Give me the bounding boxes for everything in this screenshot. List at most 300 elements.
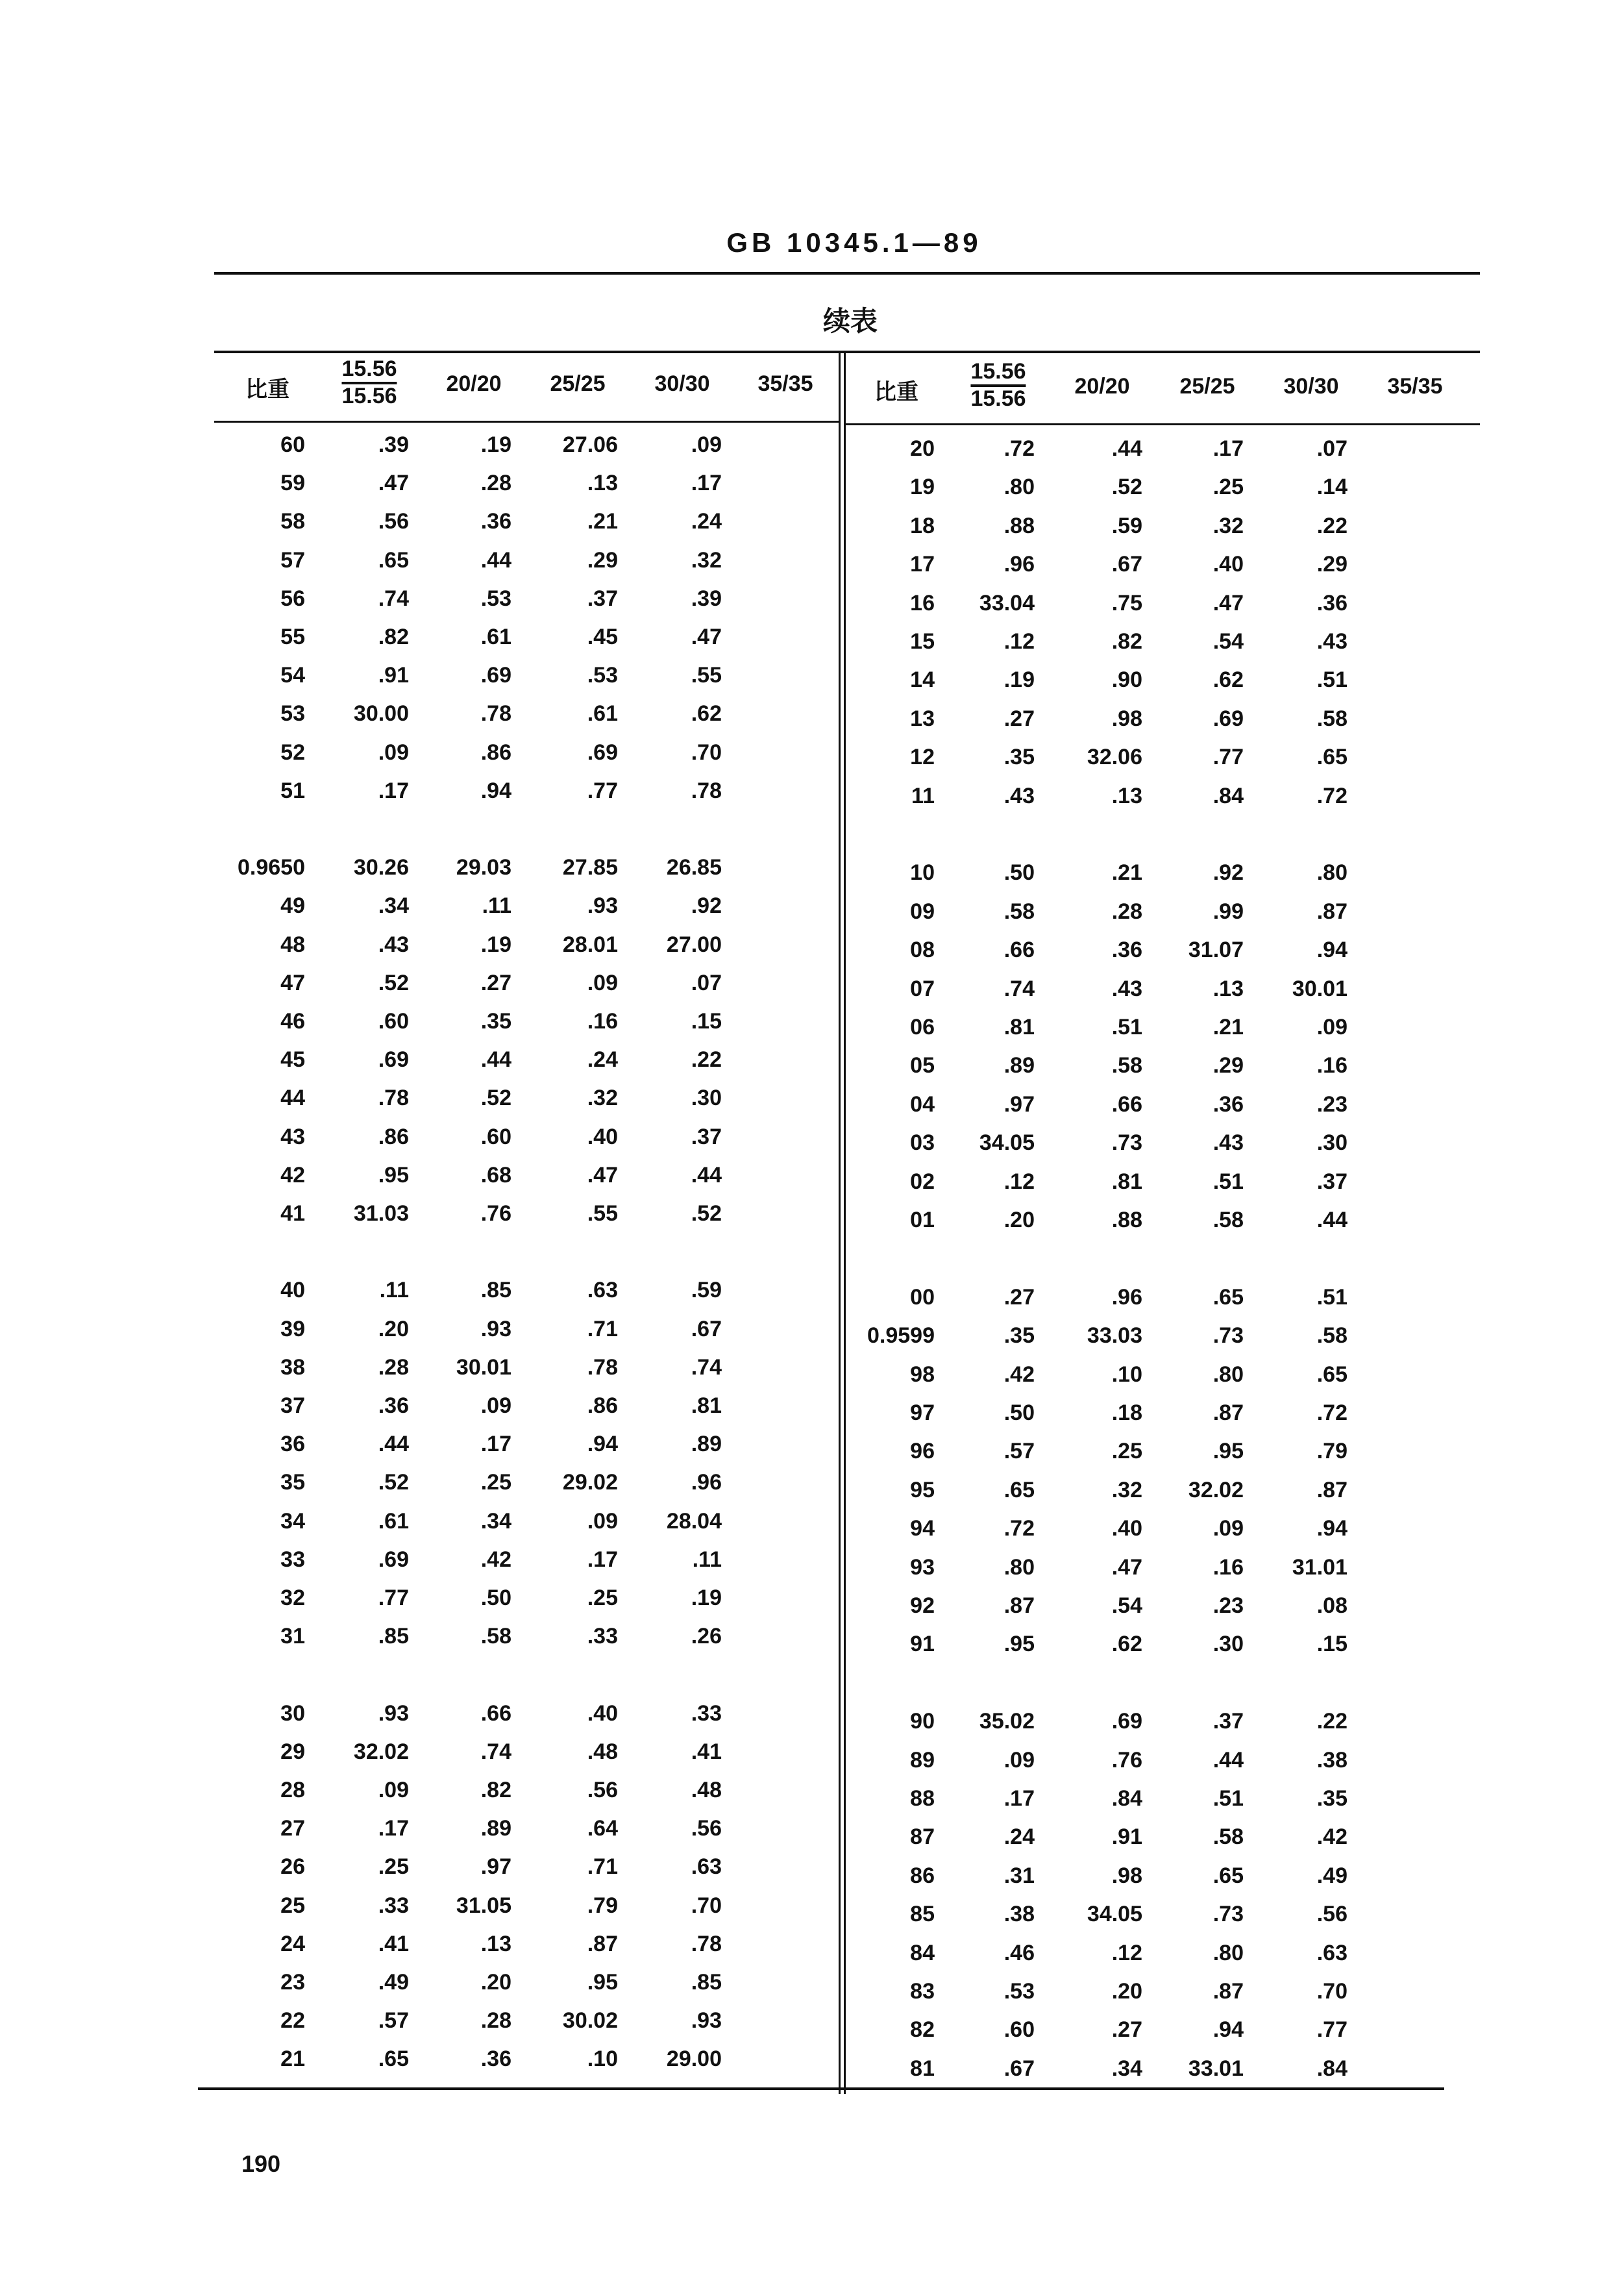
cell-sg-15-56: .28 [378,1354,409,1380]
cell-sg-25-25: .40 [587,1124,618,1149]
cell-sg-25-25: .64 [587,1816,618,1841]
cell-sg-20-20: 29.03 [456,855,511,880]
cell-sg-25-25: .61 [587,701,618,727]
cell-sg-25-25: .17 [1212,436,1244,461]
cell-density: 24 [280,1931,305,1956]
cell-sg-30-30: .22 [1316,513,1347,538]
cell-sg-15-56: .60 [1003,2017,1035,2043]
cell-sg-25-25: .09 [1212,1516,1244,1541]
cell-sg-25-25: .73 [1212,1902,1244,1927]
cell-sg-25-25: .51 [1212,1786,1244,1811]
cell-sg-15-56: .09 [378,1778,409,1802]
cell-density: 34 [280,1508,305,1534]
cell-sg-30-30: .30 [1316,1130,1347,1156]
cell-sg-20-20: 31.05 [456,1893,511,1918]
cell-sg-15-56: .95 [378,1162,409,1188]
cell-density: 94 [910,1516,935,1541]
cell-density: 84 [910,1940,935,1965]
cell-sg-25-25: .62 [1212,667,1244,693]
cell-density: 25 [280,1893,305,1918]
cell-sg-25-25: 27.85 [562,855,618,880]
cell-sg-15-56: 35.02 [979,1709,1035,1734]
cell-sg-20-20: .28 [480,471,511,496]
cell-sg-15-56: 33.04 [979,590,1035,616]
cell-sg-30-30: .11 [692,1547,722,1572]
cell-sg-20-20: 32.06 [1087,745,1142,770]
cell-sg-20-20: .60 [480,1124,511,1149]
cell-sg-15-56: .80 [1003,1554,1035,1580]
cell-sg-15-56: .49 [378,1970,409,1995]
cell-sg-30-30: .29 [1316,552,1347,577]
cell-density: 04 [910,1091,935,1117]
cell-sg-20-20: .61 [480,625,511,649]
fraction-denominator: 15.56 [970,386,1026,411]
cell-sg-20-20: .62 [1111,1632,1142,1657]
cell-sg-15-56: .27 [1003,1284,1035,1310]
col-header-density-right: 比重 [874,380,918,404]
cell-sg-30-30: .56 [691,1816,722,1841]
cell-density: 10 [910,860,935,886]
cell-sg-30-30: 29.00 [666,2047,722,2072]
cell-sg-25-25: .86 [587,1393,618,1418]
cell-sg-25-25: .25 [587,1586,618,1610]
cell-sg-25-25: .32 [587,1086,618,1111]
cell-sg-15-56: .97 [1003,1091,1035,1117]
cell-sg-20-20: 30.01 [456,1354,511,1380]
fraction-numerator: 15.56 [341,357,397,384]
cell-density: 17 [910,552,935,577]
cell-sg-30-30: .81 [691,1393,722,1418]
cell-sg-25-25: .16 [1212,1554,1244,1580]
cell-sg-15-56: .12 [1003,1169,1035,1194]
cell-sg-25-25: .13 [587,471,618,496]
cell-sg-25-25: .10 [587,2047,618,2072]
cell-sg-20-20: .40 [1111,1516,1142,1541]
cell-sg-20-20: .20 [480,1970,511,1995]
cell-sg-20-20: .74 [480,1739,511,1764]
cell-density: 48 [280,932,305,957]
cell-sg-30-30: .35 [1316,1786,1347,1811]
cell-sg-30-30: .93 [691,2008,722,2034]
cell-sg-30-30: .78 [691,778,722,803]
cell-sg-30-30: .24 [691,509,722,534]
cell-sg-25-25: .51 [1212,1169,1244,1194]
cell-density: 20 [910,436,935,461]
cell-sg-30-30: .19 [691,1586,722,1610]
cell-sg-15-56: .82 [378,625,409,649]
cell-sg-25-25: .56 [587,1778,618,1802]
table-top-rule [214,351,1480,353]
cell-sg-30-30: .51 [1316,1284,1347,1310]
cell-sg-30-30: .07 [691,970,722,995]
top-rule [214,272,1480,275]
cell-sg-20-20: .36 [480,2047,511,2072]
cell-sg-30-30: .42 [1316,1824,1347,1850]
cell-sg-30-30: 28.04 [666,1508,722,1534]
cell-sg-30-30: .14 [1316,475,1347,500]
cell-sg-20-20: .12 [1111,1940,1142,1965]
cell-sg-30-30: .70 [691,740,722,765]
cell-sg-20-20: .34 [1111,2056,1142,2081]
cell-sg-25-25: .44 [1212,1747,1244,1773]
cell-sg-20-20: .54 [1111,1593,1142,1618]
cell-sg-20-20: .43 [1111,976,1142,1001]
center-divider-line-1 [839,351,841,2094]
cell-sg-15-56: .65 [378,547,409,573]
cell-sg-30-30: .63 [691,1854,722,1880]
cell-sg-20-20: .82 [1111,629,1142,654]
cell-sg-30-30: .58 [1316,1323,1347,1349]
cell-sg-15-56: .24 [1003,1824,1035,1850]
cell-sg-25-25: .92 [1212,860,1244,886]
cell-sg-15-56: .65 [1003,1477,1035,1502]
cell-sg-30-30: .15 [1316,1632,1347,1657]
cell-sg-30-30: .36 [1316,590,1347,616]
cell-density: 13 [910,706,935,731]
cell-density: 47 [280,970,305,995]
cell-density: 51 [280,778,305,803]
cell-sg-15-56: .65 [378,2047,409,2072]
cell-sg-15-56: .72 [1003,1516,1035,1541]
cell-sg-15-56: .36 [378,1393,409,1418]
cell-sg-15-56: .44 [378,1432,409,1457]
col-header-15-56-right [970,360,1026,410]
cell-sg-20-20: .69 [480,663,511,688]
cell-sg-15-56: 30.26 [353,855,409,880]
cell-sg-30-30: .80 [1316,860,1347,886]
cell-sg-20-20: .88 [1111,1208,1142,1232]
cell-sg-20-20: .13 [480,1931,511,1956]
cell-sg-30-30: .07 [1316,436,1347,461]
cell-sg-30-30: .70 [1316,1979,1347,2004]
cell-sg-25-25: .87 [1212,1979,1244,2004]
cell-density: 83 [910,1979,935,2004]
cell-sg-25-25: .78 [587,1354,618,1380]
center-divider-line-2 [844,351,846,2094]
cell-sg-20-20: .93 [480,1316,511,1341]
cell-sg-25-25: .79 [587,1893,618,1918]
cell-density: 43 [280,1124,305,1149]
cell-sg-30-30: .94 [1316,1516,1347,1541]
cell-sg-25-25: .65 [1212,1863,1244,1888]
cell-sg-20-20: .44 [1111,436,1142,461]
col-header-35-35-left: 35/35 [757,371,813,396]
cell-sg-25-25: .36 [1212,1091,1244,1117]
cell-density: 29 [280,1739,305,1764]
cell-sg-25-25: .71 [587,1854,618,1880]
cell-sg-25-25: .40 [587,1700,618,1726]
cell-sg-15-56: 30.00 [353,701,409,727]
cell-sg-30-30: .48 [691,1778,722,1802]
cell-sg-25-25: .73 [1212,1323,1244,1349]
cell-sg-30-30: .09 [1316,1015,1347,1039]
cell-sg-25-25: .87 [587,1931,618,1956]
cell-sg-15-56: 34.05 [979,1130,1035,1156]
cell-sg-25-25: .21 [1212,1015,1244,1039]
cell-sg-25-25: .40 [1212,552,1244,577]
cell-sg-25-25: .58 [1212,1824,1244,1850]
cell-sg-25-25: .13 [1212,976,1244,1001]
cell-sg-20-20: .34 [480,1508,511,1534]
col-header-30-30-right: 30/30 [1283,374,1339,399]
cell-sg-30-30: .23 [1316,1091,1347,1117]
cell-sg-30-30: .17 [691,471,722,496]
cell-sg-20-20: .25 [1111,1439,1142,1464]
cell-sg-25-25: .30 [1212,1632,1244,1657]
cell-density: 18 [910,513,935,538]
cell-sg-20-20: .28 [480,2008,511,2034]
cell-sg-20-20: .27 [480,970,511,995]
cell-sg-15-56: .35 [1003,745,1035,770]
cell-sg-20-20: .35 [480,1009,511,1034]
cell-density: 37 [280,1393,305,1418]
cell-sg-30-30: .43 [1316,629,1347,654]
cell-sg-30-30: .77 [1316,2017,1347,2043]
cell-sg-15-56: .56 [378,509,409,534]
cell-density: 93 [910,1554,935,1580]
cell-sg-25-25: .32 [1212,513,1244,538]
col-header-35-35-right: 35/35 [1387,374,1443,399]
cell-sg-20-20: .19 [480,932,511,957]
cell-sg-20-20: .81 [1111,1169,1142,1194]
cell-sg-15-56: .38 [1003,1902,1035,1927]
cell-sg-20-20: .20 [1111,1979,1142,2004]
cell-sg-20-20: .98 [1111,1863,1142,1888]
cell-sg-25-25: .77 [587,778,618,803]
cell-sg-30-30: .26 [691,1624,722,1649]
cell-sg-15-56: .43 [378,932,409,957]
cell-sg-30-30: .62 [691,701,722,727]
cell-sg-25-25: .09 [587,1508,618,1534]
cell-sg-15-56: .86 [378,1124,409,1149]
cell-density: 21 [280,2047,305,2072]
cell-sg-25-25: .84 [1212,783,1244,808]
cell-density: 56 [280,586,305,611]
cell-sg-30-30: .72 [1316,1400,1347,1425]
cell-density: 52 [280,740,305,765]
cell-sg-30-30: .15 [691,1009,722,1034]
cell-sg-30-30: .47 [691,625,722,649]
cell-density: 89 [910,1747,935,1773]
cell-sg-15-56: .27 [1003,706,1035,731]
cell-sg-25-25: .94 [587,1432,618,1457]
cell-sg-30-30: .16 [1316,1053,1347,1078]
cell-sg-30-30: .41 [691,1739,722,1764]
cell-density: 03 [910,1130,935,1156]
cell-density: 54 [280,663,305,688]
cell-density: 59 [280,471,305,496]
cell-sg-15-56: .39 [378,432,409,457]
cell-sg-30-30: 27.00 [666,932,722,957]
cell-density: 82 [910,2017,935,2043]
cell-sg-30-30: .84 [1316,2056,1347,2081]
cell-sg-25-25: .55 [587,1201,618,1226]
cell-sg-25-25: .17 [587,1547,618,1572]
cell-sg-15-56: .85 [378,1624,409,1649]
cell-sg-15-56: .57 [1003,1439,1035,1464]
cell-sg-25-25: .37 [1212,1709,1244,1734]
cell-sg-25-25: .87 [1212,1400,1244,1425]
cell-sg-25-25: .25 [1212,475,1244,500]
cell-sg-25-25: .48 [587,1739,618,1764]
cell-sg-20-20: .17 [480,1432,511,1457]
cell-sg-30-30: .72 [1316,783,1347,808]
cell-density: 30 [280,1700,305,1726]
cell-density: 15 [910,629,935,654]
cell-sg-20-20: .36 [480,509,511,534]
col-header-15-56-left [341,357,397,408]
cell-sg-25-25: 31.07 [1188,938,1244,963]
cell-sg-20-20: .96 [1111,1284,1142,1310]
cell-sg-15-56: .35 [1003,1323,1035,1349]
cell-sg-25-25: .69 [587,740,618,765]
cell-density: 86 [910,1863,935,1888]
cell-density: 53 [280,701,305,727]
header-bottom-rule-left [214,421,839,423]
cell-density: 06 [910,1015,935,1039]
cell-density: 87 [910,1824,935,1850]
cell-density: 07 [910,976,935,1001]
cell-density: 14 [910,667,935,693]
fraction-numerator: 15.56 [970,360,1026,387]
cell-sg-30-30: .32 [691,547,722,573]
cell-sg-25-25: 29.02 [562,1470,618,1495]
cell-sg-15-56: .25 [378,1854,409,1880]
cell-sg-30-30: .74 [691,1354,722,1380]
cell-sg-20-20: .58 [480,1624,511,1649]
cell-sg-15-56: .17 [378,1816,409,1841]
cell-density: 33 [280,1547,305,1572]
cell-sg-20-20: .98 [1111,706,1142,731]
cell-sg-20-20: .85 [480,1278,511,1303]
cell-sg-30-30: .85 [691,1970,722,1995]
cell-sg-25-25: .24 [587,1047,618,1073]
cell-sg-20-20: .44 [480,547,511,573]
cell-sg-20-20: .10 [1111,1362,1142,1387]
cell-density: 41 [280,1201,305,1226]
cell-sg-20-20: .25 [480,1470,511,1495]
cell-sg-30-30: .89 [691,1432,722,1457]
cell-sg-25-25: .29 [1212,1053,1244,1078]
cell-sg-25-25: .69 [1212,706,1244,731]
cell-sg-30-30: 26.85 [666,855,722,880]
continued-table-title: 续表 [822,306,878,336]
col-header-density-left: 比重 [245,377,289,402]
cell-density: 55 [280,625,305,649]
cell-sg-25-25: .80 [1212,1362,1244,1387]
cell-sg-20-20: .84 [1111,1786,1142,1811]
cell-sg-30-30: .67 [691,1316,722,1341]
cell-density: 58 [280,509,305,534]
cell-sg-20-20: .97 [480,1854,511,1880]
cell-density: 85 [910,1902,935,1927]
cell-sg-25-25: .09 [587,970,618,995]
cell-sg-15-56: .61 [378,1508,409,1534]
cell-sg-25-25: .58 [1212,1208,1244,1232]
cell-sg-20-20: .91 [1111,1824,1142,1850]
cell-sg-25-25: .33 [587,1624,618,1649]
cell-sg-20-20: .18 [1111,1400,1142,1425]
cell-density: 32 [280,1586,305,1610]
cell-sg-30-30: 31.01 [1292,1554,1347,1580]
cell-sg-25-25: .95 [587,1970,618,1995]
cell-sg-25-25: .43 [1212,1130,1244,1156]
fraction-denominator: 15.56 [341,384,397,408]
cell-sg-20-20: .94 [480,778,511,803]
cell-sg-30-30: .51 [1316,667,1347,693]
cell-sg-20-20: 33.03 [1087,1323,1142,1349]
cell-sg-20-20: .50 [480,1586,511,1610]
cell-sg-30-30: .78 [691,1931,722,1956]
cell-sg-15-56: .57 [378,2008,409,2034]
cell-sg-30-30: .96 [691,1470,722,1495]
cell-sg-15-56: .72 [1003,436,1035,461]
cell-density: 42 [280,1162,305,1188]
cell-density: 00 [910,1284,935,1310]
col-header-25-25-left: 25/25 [550,371,606,396]
cell-sg-25-25: .47 [1212,590,1244,616]
cell-sg-25-25: .80 [1212,1940,1244,1965]
cell-density: 05 [910,1053,935,1078]
cell-density: 97 [910,1400,935,1425]
col-header-20-20-left: 20/20 [446,371,502,396]
cell-sg-25-25: .77 [1212,745,1244,770]
cell-sg-15-56: .17 [1003,1786,1035,1811]
cell-sg-15-56: .34 [378,893,409,919]
cell-density: 31 [280,1624,305,1649]
cell-sg-30-30: .37 [1316,1169,1347,1194]
cell-sg-15-56: 32.02 [353,1739,409,1764]
cell-sg-30-30: .33 [691,1700,722,1726]
cell-density: 40 [280,1278,305,1303]
cell-density: 27 [280,1816,305,1841]
cell-sg-30-30: .44 [1316,1208,1347,1232]
cell-sg-30-30: .58 [1316,706,1347,731]
cell-sg-25-25: .53 [587,663,618,688]
cell-density: 26 [280,1854,305,1880]
cell-sg-20-20: .66 [480,1700,511,1726]
cell-sg-15-56: .77 [378,1586,409,1610]
cell-density: 22 [280,2008,305,2034]
cell-sg-30-30: .44 [691,1162,722,1188]
cell-density: 88 [910,1786,935,1811]
cell-density: 12 [910,745,935,770]
cell-sg-25-25: .23 [1212,1593,1244,1618]
cell-density: 19 [910,475,935,500]
cell-sg-20-20: .09 [480,1393,511,1418]
cell-sg-25-25: .16 [587,1009,618,1034]
cell-sg-25-25: .29 [587,547,618,573]
cell-density: 95 [910,1477,935,1502]
cell-density: 0.9650 [238,855,305,880]
cell-sg-20-20: .76 [1111,1747,1142,1773]
cell-density: 46 [280,1009,305,1034]
cell-density: 90 [910,1709,935,1734]
cell-sg-15-56: .47 [378,471,409,496]
cell-sg-15-56: .50 [1003,1400,1035,1425]
cell-density: 60 [280,432,305,457]
cell-sg-20-20: .47 [1111,1554,1142,1580]
cell-sg-20-20: .75 [1111,590,1142,616]
cell-sg-15-56: .20 [1003,1208,1035,1232]
cell-density: 91 [910,1632,935,1657]
cell-sg-20-20: .86 [480,740,511,765]
cell-sg-15-56: .41 [378,1931,409,1956]
cell-density: 0.9599 [867,1323,935,1349]
cell-sg-30-30: .22 [1316,1709,1347,1734]
page-number: 190 [241,2150,281,2177]
cell-sg-30-30: .56 [1316,1902,1347,1927]
